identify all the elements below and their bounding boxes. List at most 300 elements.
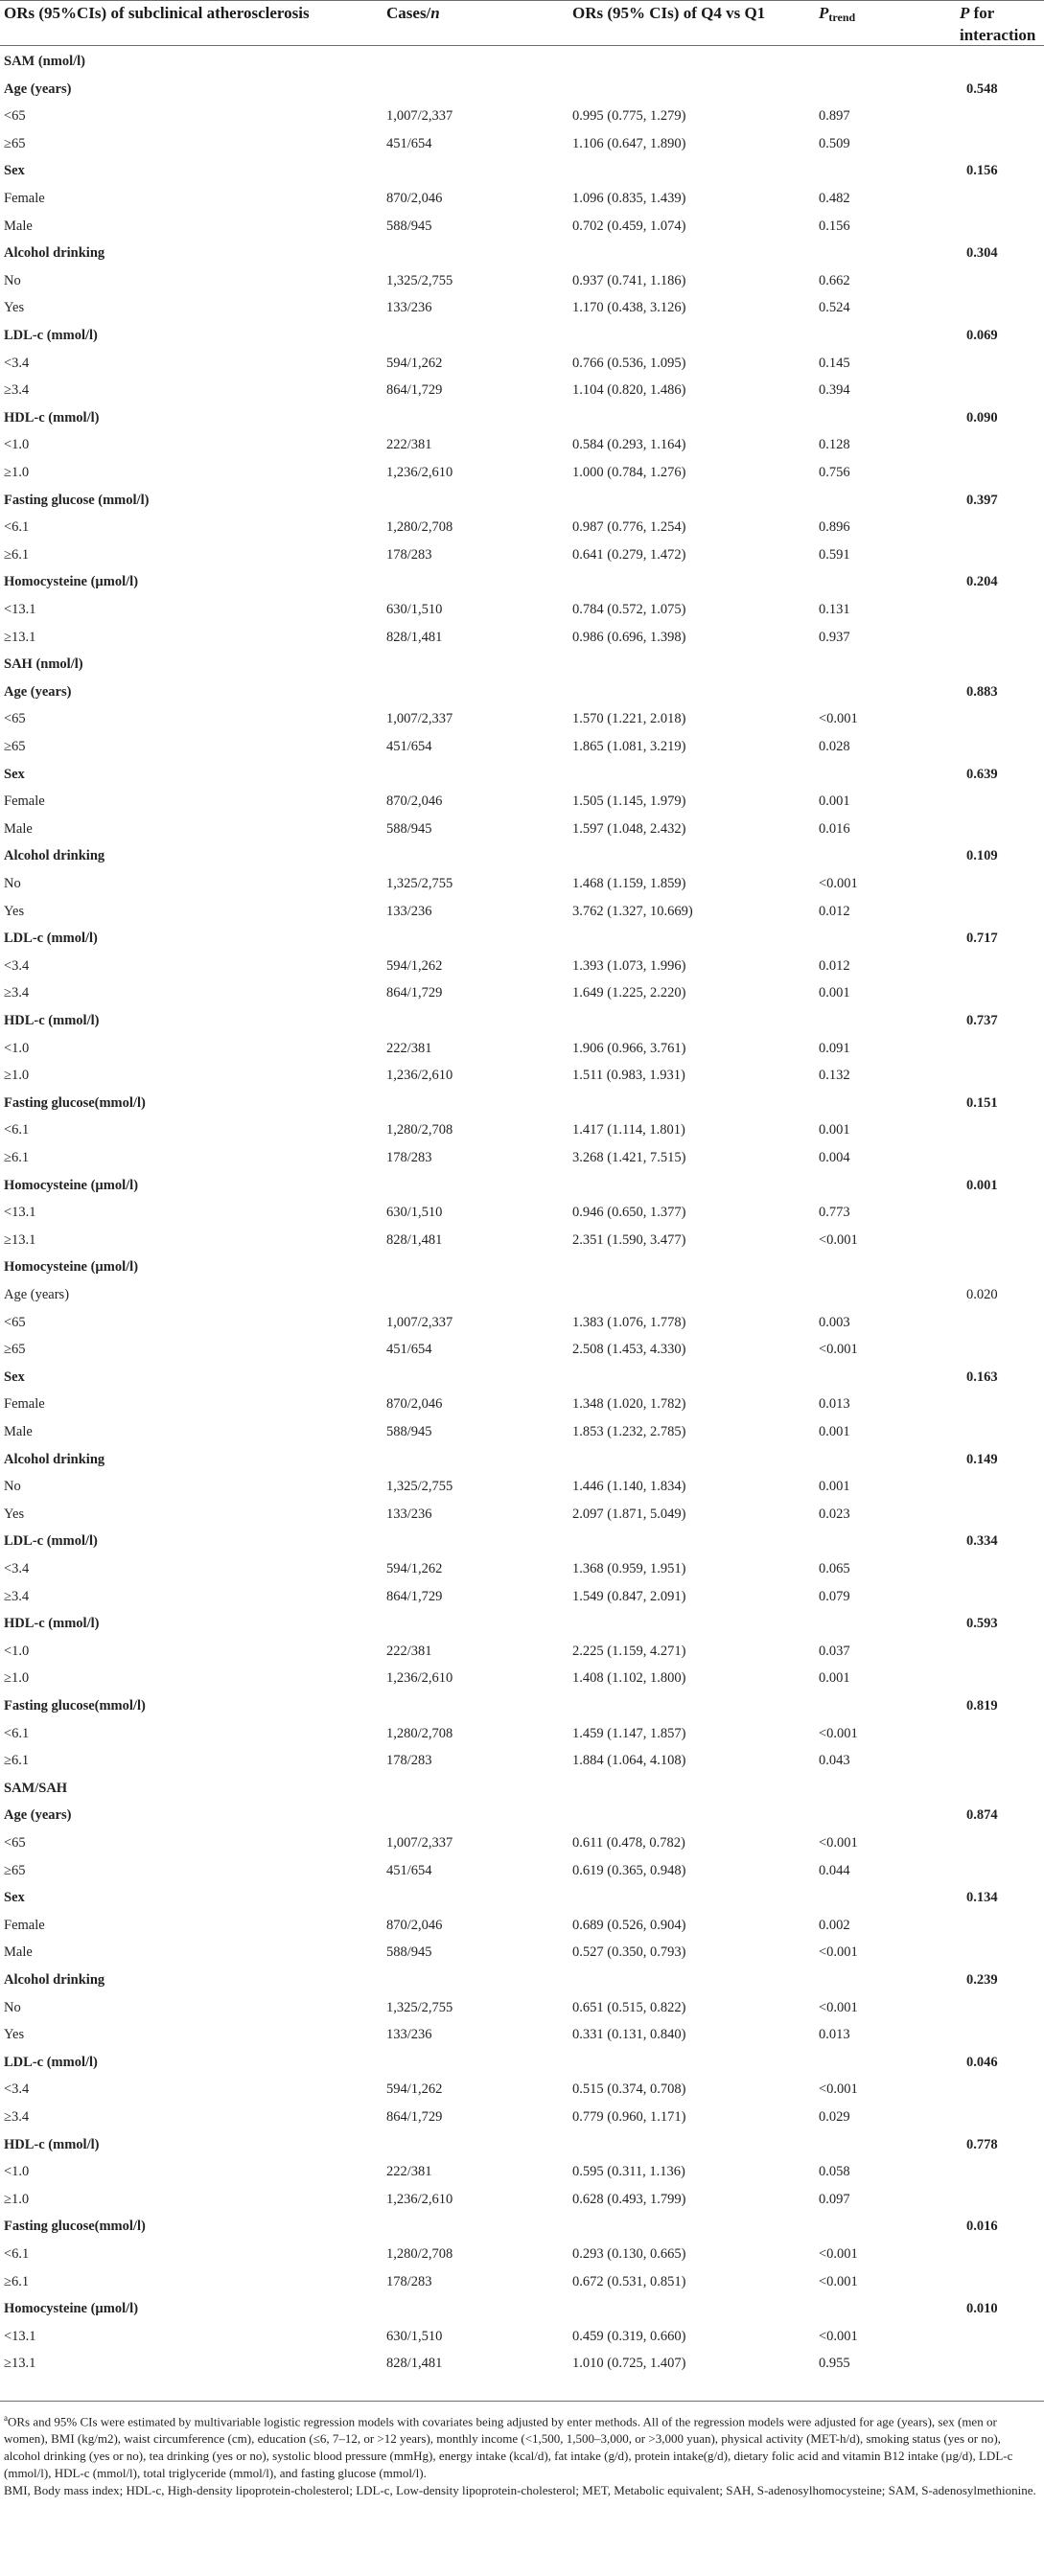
row-label: <6.1 [4,519,30,536]
row-ptrend: 0.004 [819,1150,850,1165]
row-ptrend: 0.662 [819,272,850,288]
table-row [0,1227,1044,1254]
row-pinteraction: 0.819 [966,1698,998,1714]
row-cases: 1,007/2,337 [386,1835,453,1851]
table-row [0,2186,1044,2213]
row-pinteraction: 0.151 [966,1094,998,1111]
row-cases: 828/1,481 [386,2356,443,2372]
row-label: ≥13.1 [4,1231,36,1248]
row-label: ≥6.1 [4,2273,30,2289]
row-label: Yes [4,1506,25,1522]
row-ptrend: 0.079 [819,1588,850,1604]
row-label: Fasting glucose(mmol/l) [4,1698,146,1714]
footnote-abbreviations: BMI, Body mass index; HDL-c, High-density lipoprotein-cholesterol; LDL-c, Low-density lipoprotein-cholesterol; MET, Metabolic equivalent; SAH, S-adenosylhomocysteine; SAM, S-adenosylmethionine. [4,2483,1036,2498]
row-pinteraction: 0.090 [966,409,998,426]
row-label: ≥1.0 [4,1670,30,1687]
row-cases: 588/945 [386,1944,432,1961]
row-label: Alcohol drinking [4,848,105,864]
row-cases: 870/2,046 [386,191,443,206]
table-bottom-rule [0,2401,1044,2402]
table-row [0,2049,1044,2076]
row-label: <1.0 [4,1040,30,1056]
row-or-ci: 1.106 (0.647, 1.890) [572,135,686,151]
row-cases: 870/2,046 [386,1917,443,1933]
row-label: Female [4,794,45,810]
row-or-ci: 1.570 (1.221, 2.018) [572,711,686,727]
row-pinteraction: 0.239 [966,1972,998,1988]
row-label: ≥1.0 [4,2191,30,2207]
row-label: Homocysteine (µmol/l) [4,2301,139,2317]
table-row [0,1638,1044,1665]
row-label: <13.1 [4,602,36,617]
row-or-ci: 1.446 (1.140, 1.834) [572,1479,686,1495]
row-label: HDL-c (mmol/l) [4,1616,100,1632]
table-row [0,596,1044,623]
row-cases: 133/236 [386,903,432,919]
row-label: Alcohol drinking [4,1451,105,1467]
row-or-ci: 0.331 (0.131, 0.840) [572,2027,686,2043]
row-ptrend: 0.003 [819,1314,850,1330]
row-or-ci: 0.595 (0.311, 1.136) [572,2164,685,2180]
row-ptrend: 0.756 [819,465,850,480]
row-ptrend: <0.001 [819,1231,858,1248]
row-ptrend: 0.016 [819,820,850,837]
table-row [0,1583,1044,1610]
row-label: <13.1 [4,1205,36,1221]
row-or-ci: 0.766 (0.536, 1.095) [572,355,686,371]
row-label: ≥1.0 [4,465,30,480]
row-or-ci: 3.762 (1.327, 10.669) [572,903,693,919]
table-row [0,2213,1044,2240]
row-ptrend: 0.043 [819,1753,850,1769]
table-row [0,541,1044,568]
table-footnote [4,2409,1040,2499]
row-pinteraction: 0.109 [966,848,998,864]
row-ptrend: 0.065 [819,1561,850,1576]
row-or-ci: 3.268 (1.421, 7.515) [572,1150,686,1165]
row-label: Alcohol drinking [4,245,105,262]
row-label: ≥3.4 [4,2109,30,2125]
table-row [0,788,1044,815]
row-label: Fasting glucose (mmol/l) [4,492,150,508]
table-row [0,1501,1044,1528]
row-or-ci: 0.515 (0.374, 0.708) [572,2082,686,2098]
row-ptrend: 0.001 [819,1424,850,1439]
footnote-adjustment: $^a$ORs and 95% CIs were estimated by multivariable logistic regression models with covariates being adjusted by enter methods. All of the regression models were adjusted for age (years), sex (men or women), BMI (kg/m2), waist circumference (cm), education (≤6, 7–12, or >12 years), monthly income (<1,500, 1,500–3,000, or >3,000 yuan), physical activity (MET-h/d), smoking status (yes or no), alcohol drinking (yes or no), tea drinking (yes or no), systolic blood pressure (mmHg), energy intake (kcal/d), fat intake (g/d), protein intake(g/d), dietary folic acid and vitamin B12 intake (µg/d), LDL-c (mmol/l), HDL-c (mmol/l), total triglyceride (mmol/l), and fasting glucose (mmol/l). [4,2413,1013,2481]
row-or-ci: 2.097 (1.871, 5.049) [572,1506,686,1522]
row-pinteraction: 0.593 [966,1616,998,1632]
row-label: Yes [4,300,25,316]
row-pinteraction: 0.737 [966,1013,998,1028]
table-row [0,953,1044,979]
row-or-ci: 2.351 (1.590, 3.477) [572,1231,686,1248]
row-pinteraction: 0.204 [966,574,998,590]
row-label: ≥13.1 [4,629,36,645]
row-or-ci: 0.987 (0.776, 1.254) [572,519,686,536]
table-row [0,514,1044,540]
row-ptrend: <0.001 [819,1944,858,1961]
table-row [0,2021,1044,2048]
row-cases: 1,236/2,610 [386,465,453,480]
row-or-ci: 1.884 (1.064, 4.108) [572,1753,686,1769]
table-row [0,1775,1044,1802]
table-row [0,185,1044,212]
row-ptrend: 0.896 [819,519,850,536]
row-label: <3.4 [4,957,30,974]
row-cases: 1,280/2,708 [386,519,453,536]
row-pinteraction: 0.149 [966,1451,998,1467]
row-or-ci: 1.511 (0.983, 1.931) [572,1068,685,1084]
table-row [0,568,1044,595]
row-or-ci: 0.584 (0.293, 1.164) [572,437,686,453]
row-label: HDL-c (mmol/l) [4,1013,100,1028]
row-pinteraction: 0.397 [966,492,998,508]
table-row [0,1199,1044,1226]
row-cases: 630/1,510 [386,1205,443,1221]
row-cases: 451/654 [386,739,432,754]
row-cases: 1,236/2,610 [386,2191,453,2207]
row-or-ci: 0.946 (0.650, 1.377) [572,1205,686,1221]
row-or-ci: 1.408 (1.102, 1.800) [572,1670,686,1687]
row-label: <65 [4,1835,26,1851]
row-or-ci: 0.779 (0.960, 1.171) [572,2109,686,2125]
row-cases: 178/283 [386,1753,432,1769]
row-ptrend: 0.001 [819,794,850,810]
row-ptrend: 0.001 [819,1122,850,1138]
row-or-ci: 0.937 (0.741, 1.186) [572,272,686,288]
table-row [0,1254,1044,1280]
row-label: Fasting glucose(mmol/l) [4,1094,146,1111]
row-ptrend: 0.001 [819,1479,850,1495]
row-cases: 451/654 [386,135,432,151]
table-row [0,1281,1044,1308]
row-label: <6.1 [4,1725,30,1741]
row-label: ≥3.4 [4,1588,30,1604]
table-row [0,1912,1044,1939]
row-pinteraction: 0.639 [966,766,998,782]
row-pinteraction: 0.069 [966,328,998,343]
row-or-ci: 1.000 (0.784, 1.276) [572,465,686,480]
row-label: Sex [4,163,25,179]
table-row [0,2158,1044,2185]
table-row [0,459,1044,486]
row-label: <6.1 [4,1122,30,1138]
table-row [0,1939,1044,1966]
table-row [0,240,1044,266]
row-or-ci: 1.010 (0.725, 1.407) [572,2356,686,2372]
row-pinteraction: 0.016 [966,2219,998,2235]
table-row [0,1884,1044,1911]
table-row [0,1364,1044,1391]
row-ptrend: 0.002 [819,1917,850,1933]
row-cases: 630/1,510 [386,602,443,617]
row-ptrend: 0.029 [819,2109,850,2125]
table-row [0,1418,1044,1445]
row-ptrend: <0.001 [819,2273,858,2289]
table-row [0,1446,1044,1473]
row-ptrend: 0.773 [819,1205,850,1221]
row-ptrend: 0.012 [819,957,850,974]
row-ptrend: 0.044 [819,1862,850,1878]
row-or-ci: 0.784 (0.572, 1.075) [572,602,686,617]
row-cases: 864/1,729 [386,1588,443,1604]
table-row [0,404,1044,431]
table-row [0,1857,1044,1884]
row-pinteraction: 0.334 [966,1533,998,1550]
row-label: LDL-c (mmol/l) [4,328,98,343]
row-label: <13.1 [4,2328,36,2344]
row-label: Age (years) [4,1807,72,1824]
row-label: Homocysteine (µmol/l) [4,1177,139,1193]
row-label: Fasting glucose(mmol/l) [4,2219,146,2235]
header-col-or-q4: ORs (95% CIs) of Q4 vs Q1 [572,4,766,22]
table-row [0,1829,1044,1856]
row-label: <65 [4,108,26,125]
row-label: <65 [4,1314,26,1330]
row-or-ci: 2.508 (1.453, 4.330) [572,1342,686,1358]
row-cases: 133/236 [386,300,432,316]
row-cases: 1,325/2,755 [386,1479,453,1495]
table-row [0,816,1044,842]
table-row [0,1528,1044,1554]
row-or-ci: 0.995 (0.775, 1.279) [572,108,686,125]
row-label: Yes [4,903,25,919]
row-ptrend: <0.001 [819,711,858,727]
row-or-ci: 1.865 (1.081, 3.219) [572,739,686,754]
row-pinteraction: 0.778 [966,2136,998,2152]
row-or-ci: 1.104 (0.820, 1.486) [572,382,686,399]
row-label: Sex [4,766,25,782]
row-or-ci: 1.468 (1.159, 1.859) [572,876,686,891]
table-row [0,705,1044,732]
table-row [0,431,1044,458]
row-ptrend: 0.509 [819,135,850,151]
row-or-ci: 2.225 (1.159, 4.271) [572,1643,686,1659]
row-label: Homocysteine (µmol/l) [4,1259,139,1276]
row-or-ci: 0.672 (0.531, 0.851) [572,2273,686,2289]
row-pinteraction: 0.874 [966,1807,998,1824]
row-label: <1.0 [4,2164,30,2180]
row-or-ci: 0.293 (0.130, 0.665) [572,2246,686,2262]
table-row [0,1473,1044,1500]
table-row [0,2104,1044,2130]
row-label: Age (years) [4,1287,70,1302]
table-row [0,979,1044,1006]
row-ptrend: 0.482 [819,191,850,206]
header-col-ors: ORs (95%CIs) of subclinical atherosclerosis [4,4,310,22]
row-label: No [4,272,21,288]
row-label: ≥65 [4,1342,26,1358]
row-label: ≥13.1 [4,2356,36,2372]
row-ptrend: 0.132 [819,1068,850,1084]
table-row [0,1720,1044,1747]
header-col-cases: Cases/n [386,4,440,22]
row-cases: 222/381 [386,2164,432,2180]
row-label: LDL-c (mmol/l) [4,1533,98,1550]
table-row [0,1336,1044,1363]
row-ptrend: 0.001 [819,985,850,1001]
table-row [0,761,1044,788]
row-or-ci: 1.906 (0.966, 3.761) [572,1040,686,1056]
row-label: ≥6.1 [4,1150,30,1165]
row-ptrend: 0.097 [819,2191,850,2207]
table-row [0,2076,1044,2103]
row-cases: 594/1,262 [386,355,443,371]
row-cases: 222/381 [386,1643,432,1659]
row-cases: 1,325/2,755 [386,876,453,891]
row-ptrend: <0.001 [819,1725,858,1741]
row-ptrend: <0.001 [819,1835,858,1851]
row-label: No [4,1479,21,1495]
table-row [0,1309,1044,1336]
row-cases: 594/1,262 [386,1561,443,1576]
header-col-pinteraction: P for interaction [960,4,1036,44]
row-label: <3.4 [4,1561,30,1576]
row-pinteraction: 0.001 [966,1177,998,1193]
row-label: Male [4,1944,33,1961]
row-ptrend: 0.937 [819,629,850,645]
row-label: <3.4 [4,2082,30,2098]
row-cases: 864/1,729 [386,382,443,399]
row-label: Homocysteine (µmol/l) [4,574,139,590]
row-ptrend: 0.013 [819,2027,850,2043]
row-label: No [4,1999,21,2015]
row-cases: 1,280/2,708 [386,2246,453,2262]
table-row [0,1172,1044,1199]
row-ptrend: 0.128 [819,437,850,453]
row-pinteraction: 0.010 [966,2301,998,2317]
row-label: Male [4,218,33,234]
row-or-ci: 0.619 (0.365, 0.948) [572,1862,686,1878]
row-ptrend: 0.037 [819,1643,850,1659]
row-cases: 1,236/2,610 [386,1068,453,1084]
table-row [0,1665,1044,1691]
table-row [0,487,1044,514]
table-row [0,76,1044,103]
row-or-ci: 1.417 (1.114, 1.801) [572,1122,685,1138]
row-cases: 630/1,510 [386,2328,443,2344]
table-row [0,842,1044,869]
row-cases: 870/2,046 [386,794,443,810]
table-row [0,294,1044,321]
row-label: ≥6.1 [4,1753,30,1769]
table-row [0,733,1044,760]
row-label: SAM/SAH [4,1780,68,1796]
row-label: LDL-c (mmol/l) [4,931,98,947]
row-ptrend: <0.001 [819,876,858,891]
row-or-ci: 0.702 (0.459, 1.074) [572,218,686,234]
row-cases: 1,280/2,708 [386,1122,453,1138]
row-cases: 588/945 [386,218,432,234]
row-label: ≥65 [4,739,26,754]
row-label: ≥3.4 [4,382,30,399]
row-pinteraction: 0.046 [966,2054,998,2070]
row-label: <1.0 [4,437,30,453]
row-pinteraction: 0.156 [966,163,998,179]
table-row [0,48,1044,75]
row-label: HDL-c (mmol/l) [4,409,100,426]
table-row [0,377,1044,403]
row-ptrend: <0.001 [819,2246,858,2262]
row-or-ci: 1.853 (1.232, 2.785) [572,1424,686,1439]
row-cases: 1,007/2,337 [386,1314,453,1330]
row-ptrend: 0.156 [819,218,850,234]
table-row [0,624,1044,651]
row-or-ci: 1.549 (0.847, 2.091) [572,1588,686,1604]
row-cases: 451/654 [386,1342,432,1358]
row-cases: 133/236 [386,2027,432,2043]
table-row [0,213,1044,240]
table-row [0,157,1044,184]
row-cases: 178/283 [386,2273,432,2289]
row-cases: 178/283 [386,546,432,563]
row-label: Female [4,191,45,206]
table-row [0,267,1044,294]
table-row [0,1966,1044,1993]
table-row [0,1007,1044,1034]
table-row [0,1610,1044,1637]
row-cases: 864/1,729 [386,985,443,1001]
row-cases: 1,236/2,610 [386,1670,453,1687]
table-row [0,1035,1044,1062]
row-cases: 828/1,481 [386,629,443,645]
header-bottom-rule [0,45,1044,46]
row-ptrend: <0.001 [819,1999,858,2015]
row-ptrend: 0.897 [819,108,850,125]
row-label: <65 [4,711,26,727]
row-or-ci: 0.651 (0.515, 0.822) [572,1999,686,2015]
row-cases: 864/1,729 [386,2109,443,2125]
row-ptrend: <0.001 [819,2082,858,2098]
row-label: ≥65 [4,135,26,151]
row-cases: 588/945 [386,1424,432,1439]
row-pinteraction: 0.163 [966,1368,998,1385]
row-cases: 828/1,481 [386,1231,443,1248]
row-ptrend: <0.001 [819,2328,858,2344]
row-ptrend: 0.012 [819,903,850,919]
row-label: SAH (nmol/l) [4,656,83,673]
row-ptrend: 0.058 [819,2164,850,2180]
row-or-ci: 1.383 (1.076, 1.778) [572,1314,686,1330]
row-label: ≥1.0 [4,1068,30,1084]
row-pinteraction: 0.717 [966,931,998,947]
row-label: Male [4,1424,33,1439]
row-or-ci: 0.611 (0.478, 0.782) [572,1835,685,1851]
row-label: Female [4,1917,45,1933]
table-row [0,350,1044,377]
row-cases: 1,007/2,337 [386,108,453,125]
row-pinteraction: 0.548 [966,80,998,97]
table-row [0,1062,1044,1089]
row-label: Age (years) [4,683,72,700]
table-row [0,322,1044,349]
table-row [0,2268,1044,2295]
row-cases: 594/1,262 [386,957,443,974]
table-row [0,1090,1044,1116]
row-label: Female [4,1396,45,1413]
row-ptrend: <0.001 [819,1342,858,1358]
row-label: Yes [4,2027,25,2043]
table-row [0,130,1044,157]
row-ptrend: 0.131 [819,602,850,617]
row-or-ci: 1.459 (1.147, 1.857) [572,1725,686,1741]
table-row [0,1802,1044,1828]
row-label: <3.4 [4,355,30,371]
row-ptrend: 0.524 [819,300,850,316]
table-row [0,2131,1044,2158]
header-col-ptrend: $P_{trend}$ [819,4,856,24]
row-ptrend: 0.591 [819,546,850,563]
